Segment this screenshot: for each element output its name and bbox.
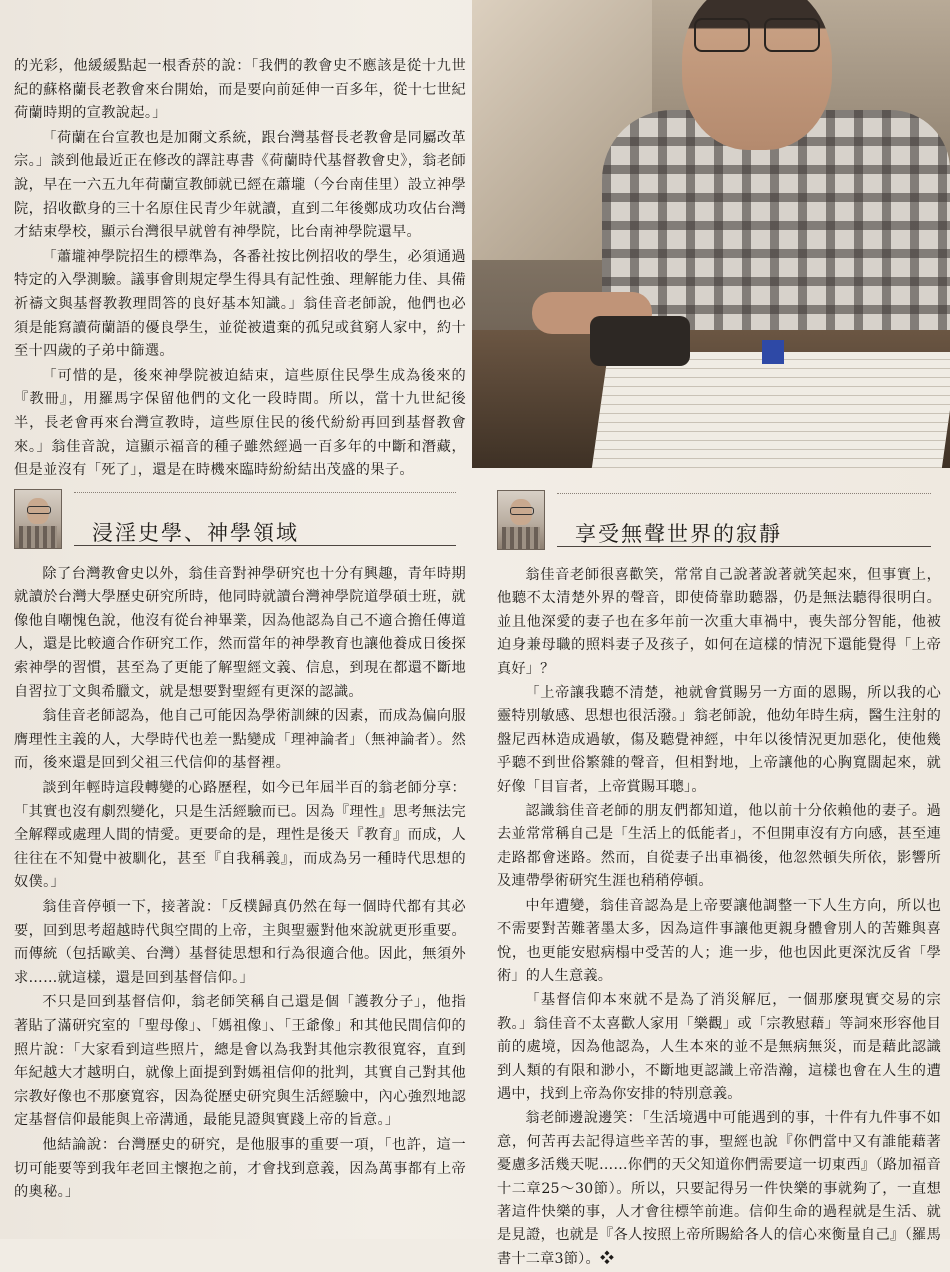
intro-paragraph-2: 「荷蘭在台宣教也是加爾文系統，跟台灣基督長老教會是同屬改革宗。」談到他最近正在修改的譯註專書《荷蘭時代基督教會史》，翁老師說，早在一六五九年荷蘭宣教師就已經在蕭壠（今台南佳里）設立神學院，招收歡身的三十名原住民青少年就讀，直到二年後鄭成功攻佔台灣才結束學校，顯示台灣很早就曾有神學院，比台南神學院還早。 [14,129,466,241]
portrait-photo [472,0,950,468]
section-title-silence: 享受無聲世界的寂靜 [575,522,782,546]
right-paragraph-3: 認識翁佳音老師的朋友們都知道，他以前十分依賴他的妻子。過去並常常稱自己是「生活上的低能者」，不但開車沒有方向感，甚至連走路都會迷路。然而，自從妻子出車禍後，他忽然頓失所依，影響所及連帶學術研究生涯也稍稍停頓。 [497,803,941,890]
body-paragraph-1: 除了台灣教會史以外，翁佳音對神學研究也十分有興趣，青年時期就讀於台灣大學歷史研究所時，他同時就讀台灣神學院道學碩士班，就像他自嘲愧色說，他沒有從台神畢業，因為他認為自己不適合擔任傳道人，還是比較適合作研究工作，然而當年的神學教育也讓他養成日後探索神學的習慣，甚至為了更能了解聖經文義、信息，到現在都還不斷地自習拉丁文與希臘文，就是想要對聖經有更深的認識。 [14,565,466,700]
right-paragraph-2: 「上帝讓我聽不清楚，祂就會賞賜另一方面的恩賜，所以我的心靈特別敏感、思想也很活潑。」翁老師說，他幼年時生病，醫生注射的盤尼西林造成過敏，傷及聽覺神經，中年以後情況更加惡化，使他幾乎聽不到世俗繁雜的聲音，但相對地，上帝讓他的心胸寬闊起來，就好像「目盲者，上帝賞賜耳聰」。 [497,685,941,795]
body-paragraph-2: 翁佳音老師認為，他自己可能因為學術訓練的因素，而成為偏向服膺理性主義的人，大學時代也差一點變成「理神論者」（無神論者）。然而，後來還是回到父祖三代信仰的基督裡。 [14,708,466,772]
author-thumbnail [497,490,545,550]
right-paragraph-5: 「基督信仰本來就不是為了消災解厄，一個那麼現實交易的宗教。」翁佳音不太喜歡人家用「樂觀」或「宗教慰藉」等詞來形容他目前的處境，因為他認為，人生本來的並不是無病無災，而是藉此認識到人類的有限和渺小，不斷地更認識上帝浩瀚，這樣也會在人生的遭遇中，找到上帝為你安排的特別意義。 [497,992,941,1102]
section-header-theology [14,489,466,551]
author-thumbnail [14,489,62,549]
right-paragraph-4: 中年遭變，翁佳音認為是上帝要讓他調整一下人生方向，所以也不需要對苦難著墨太多，因為這件事讓他更親身體會別人的苦難與喜悅，也更能安慰病榻中受苦的人；進一步，他也因此更深沈反省「學術」的人生意義。 [497,897,941,984]
right-paragraph-6: 翁老師邊說邊笑：「生活境遇中可能遇到的事，十件有九件事不如意，何苦再去記得這些辛苦的事，聖經也說『你們當中又有誰能藉著憂慮多活幾天呢……你們的天父知道你們需要這一切東西』（路加福音十二章25～30節）。所以，只要記得另一件快樂的事就夠了，一直想著這件快樂的事，人才會往標竿前進。信仰生命的過程就是生活、就是見證，也就是『各人按照上帝所賜給各人的信心來衡量自己』（羅馬書十二章3節）。❖ [497,1110,941,1267]
body-paragraph-6: 他結論說：台灣歷史的研究，是他服事的重要一項，「也許，這一切可能要等到我年老回主懷抱之前，才會找到意義，因為萬事都有上帝的奧秘。」 [14,1136,466,1201]
section-title-theology: 浸淫史學、神學領域 [92,520,299,545]
intro-paragraph-1: 的光彩，他緩緩點起一根香菸的說：「我們的教會史不應該是從十九世紀的蘇格蘭長老教會來台開始，而是要向前延伸一百多年，從十七世紀荷蘭時期的宣教說起。」 [14,58,466,122]
body-paragraph-3: 談到年輕時這段轉變的心路歷程，如今已年屆半百的翁老師分享：「其實也沒有劇烈變化，只是生活經驗而已。因為『理性』思考無法完全解釋或處理人間的情愛。更要命的是，理性是後天『教育』而成，人往往在不知覺中被馴化，甚至『自我稱義』，而成為另一種時代思想的奴僕。」 [14,780,466,891]
section-header-silence [497,490,941,552]
body-paragraph-4: 翁佳音停頓一下，接著說：「反樸歸真仍然在每一個時代都有其必要，回到思考超越時代與空間的上帝，主與聖靈對他來說就更形重要。而傳統（包括歐美、台灣）基督徒思想和行為很適合他。因此，無須外求……就這樣，還是回到基督信仰。」 [14,899,466,986]
left-column [14,55,466,1206]
right-paragraph-1: 翁佳音老師很喜歡笑，常常自己說著說著就笑起來，但事實上，他聽不太清楚外界的聲音，即使倚靠助聽器，仍是無法聽得很明白。並且他深愛的妻子也在多年前一次重大車禍中，喪失部分智能，他被迫身兼母職的照料妻子及孩子，如何在這樣的情況下還能覺得「上帝真好」？ [497,567,941,677]
intro-paragraph-3: 「蕭壠神學院招生的標準為，各番社按比例招收的學生，必須通過特定的入學測驗。議事會則規定學生得具有記性強、理解能力佳、具備祈禱文與基督教教理問答的良好基本知識。」翁佳音老師說，他們也必須是能寫讀荷蘭語的優良學生，並從被遺棄的孤兒或貧窮人家中，約十至十四歲的子弟中篩選。 [14,248,466,360]
intro-paragraph-4: 「可惜的是，後來神學院被迫結束，這些原住民學生成為後來的『教冊』，用羅馬字保留他們的文化一段時間。所以，當十九世紀後半，長老會再來台灣宣教時，這些原住民的後代紛紛再回到基督教會來。」翁佳音說，這顯示福音的種子雖然經過一百多年的中斷和潛藏，但是並沒有「死了」，還是在時機來臨時紛紛結出茂盛的果子。 [14,367,466,479]
right-column [497,484,941,1272]
body-paragraph-5: 不只是回到基督信仰，翁老師笑稱自己還是個「護教分子」，他指著貼了滿研究室的「聖母像」、「媽祖像」、「王爺像」和其他民間信仰的照片說：「大家看到這些照片，總是會以為我對其他宗教很寬容，直到年紀越大才越明白，就像上面提到對媽祖信仰的批判，其實自己對其他宗教好像也不那麼寬容，因為從歷史研究與生活經驗中，內心強烈地認定基督信仰最能與上帝溝通，最能見證與實踐上帝的旨意。」 [14,994,466,1129]
